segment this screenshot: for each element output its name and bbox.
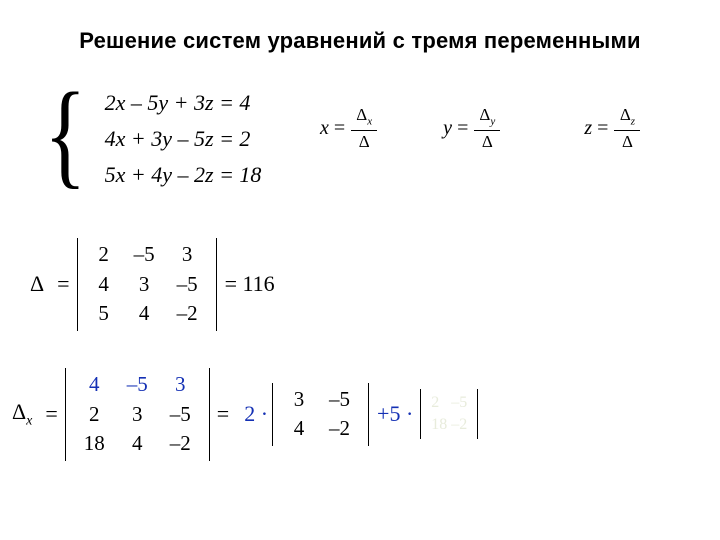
table-row bbox=[85, 240, 209, 270]
cramer-formula-x bbox=[320, 106, 377, 151]
cell: 4 bbox=[138, 301, 150, 326]
cramer-x-bar bbox=[351, 130, 377, 131]
equation-1: 2x – 5y + 3z = 4 bbox=[104, 90, 251, 115]
table-row bbox=[430, 415, 468, 435]
table-row bbox=[280, 414, 361, 444]
cramer-formula-z bbox=[584, 106, 640, 151]
cell: –5 bbox=[176, 271, 198, 296]
table-row bbox=[85, 299, 209, 329]
determinant-x-matrix bbox=[65, 368, 210, 461]
cramer-z-fraction bbox=[614, 106, 640, 151]
cell: –2 bbox=[176, 301, 198, 326]
determinant-x bbox=[12, 368, 478, 461]
table-row bbox=[85, 270, 209, 300]
equation-3: 5x + 4y – 2z = 18 bbox=[104, 162, 262, 187]
cell: –5 bbox=[133, 242, 155, 266]
cell: 4 bbox=[293, 416, 305, 441]
equation-list bbox=[105, 86, 262, 188]
cramer-y-denominator: Δ bbox=[481, 131, 493, 151]
cramer-z-lhs: z bbox=[584, 116, 593, 139]
expansion-term2-coefficient: +5 · bbox=[377, 401, 414, 427]
cramer-x-lhs: x bbox=[320, 116, 329, 139]
cramer-y-lhs: y bbox=[443, 116, 453, 139]
expansion-term1-coefficient: 2 · bbox=[244, 401, 269, 427]
determinant-main bbox=[30, 238, 275, 331]
cramer-z-equals: = bbox=[597, 116, 609, 139]
cell: –2 bbox=[451, 416, 468, 434]
cramer-z-bar bbox=[614, 130, 640, 131]
table-row bbox=[73, 429, 202, 459]
equation-2: 4x + 3y – 5z = 2 bbox=[104, 126, 251, 151]
cell-highlighted: 3 bbox=[175, 372, 186, 396]
cell: 4 bbox=[132, 431, 143, 456]
cell: –5 bbox=[329, 386, 351, 411]
cell: –5 bbox=[169, 401, 191, 426]
system-brace: { bbox=[44, 68, 87, 199]
equation-system bbox=[44, 68, 262, 199]
determinant-main-value: = 116 bbox=[224, 271, 275, 297]
cramer-x-fraction bbox=[351, 106, 377, 151]
cell: 5 bbox=[98, 301, 109, 326]
expansion-term1-minor bbox=[272, 383, 369, 446]
cramer-x-numerator: $\Delta_x$ bbox=[356, 105, 373, 128]
cell: 3 bbox=[181, 242, 193, 266]
cramer-formula-y bbox=[443, 106, 500, 151]
cramer-y-fraction bbox=[474, 106, 500, 151]
cell: 3 bbox=[293, 386, 305, 411]
cramer-x-denominator: Δ bbox=[358, 131, 370, 151]
page-title: Решение систем уравнений с тремя переменными bbox=[79, 28, 641, 53]
cell: –2 bbox=[169, 431, 191, 456]
determinant-main-label: Δ bbox=[30, 271, 45, 297]
cell: 4 bbox=[98, 271, 109, 296]
cramer-x-equals: = bbox=[333, 116, 346, 139]
cell: –5 bbox=[451, 394, 468, 412]
cramer-y-bar bbox=[474, 130, 500, 131]
cell: 2 bbox=[431, 394, 440, 412]
cell: 2 bbox=[98, 242, 109, 266]
determinant-main-matrix bbox=[77, 238, 217, 331]
determinant-main-equals: = bbox=[57, 271, 70, 297]
cell-highlighted: 4 bbox=[89, 372, 100, 396]
cell: 2 bbox=[89, 401, 100, 426]
cell: 3 bbox=[132, 401, 143, 426]
cramer-y-equals: = bbox=[457, 116, 469, 139]
table-row bbox=[430, 393, 468, 413]
table-row bbox=[73, 400, 202, 430]
determinant-x-result-equals: = bbox=[216, 401, 230, 427]
cramer-y-numerator: $\Delta_y$ bbox=[479, 105, 496, 128]
expansion-term2-minor bbox=[420, 389, 478, 439]
cell: 18 bbox=[431, 416, 448, 434]
cell: 3 bbox=[138, 271, 150, 296]
cramer-z-numerator: $\Delta_z$ bbox=[619, 105, 636, 128]
determinant-x-equals: = bbox=[45, 401, 58, 427]
cell-highlighted: –5 bbox=[126, 372, 148, 396]
cell: 18 bbox=[83, 431, 105, 456]
table-row bbox=[73, 370, 202, 400]
determinant-x-label: $\Delta_x$ bbox=[12, 399, 33, 429]
cramer-z-denominator: Δ bbox=[621, 131, 633, 151]
table-row bbox=[280, 385, 361, 415]
cramer-formulas bbox=[320, 106, 640, 151]
cell: –2 bbox=[329, 416, 351, 441]
